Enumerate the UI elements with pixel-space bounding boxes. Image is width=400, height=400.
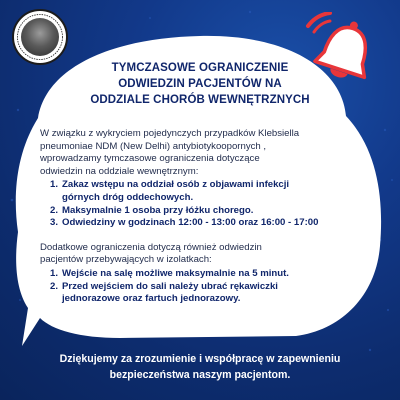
- title-line: ODWIEDZIN PACJENTÓW NA: [118, 78, 282, 90]
- list-number: 1.: [50, 179, 59, 191]
- hospital-seal-icon: [12, 9, 68, 65]
- list-item: [50, 179, 362, 204]
- extra-line: pacjentów przebywających w izolatkach:: [40, 254, 212, 266]
- page-title: [80, 60, 320, 108]
- list-text-line: Zakaz wstępu na oddział osób z objawami infekcji: [62, 179, 290, 191]
- isolation-rules-list: [50, 268, 362, 306]
- title-line: ODDZIALE CHORÓB WEWNĘTRZNYCH: [90, 94, 310, 106]
- list-number: 1.: [50, 267, 59, 279]
- intro-line: pneumoniae NDM (New Delhi) antybiotykooporny​ch ,: [40, 140, 267, 152]
- list-item: [50, 281, 362, 306]
- list-text-line: Wejście na salę możliwe maksymalnie na 5 minut.: [62, 267, 289, 279]
- list-text: [62, 179, 289, 204]
- list-text: [62, 281, 278, 306]
- title-line: TYMCZASOWE OGRANICZENIE: [111, 62, 289, 74]
- intro-line: W związku z wykryciem pojedynczych przypadków Klebsiella: [40, 128, 300, 139]
- list-item: [50, 205, 362, 218]
- visit-rules-list: [50, 179, 362, 229]
- notice-body: [40, 128, 362, 306]
- intro-line: odwiedzin na oddziale wewnętrznym:: [40, 165, 199, 177]
- list-number: 2.: [50, 204, 59, 216]
- list-text-line: Maksymalnie 1 osoba przy łóżku chorego.: [62, 204, 254, 216]
- list-text-line: Przed wejściem do sali należy ubrać rękawiczki: [62, 280, 278, 292]
- list-number: 2.: [50, 280, 59, 292]
- list-number: 3.: [50, 217, 59, 229]
- seal-ring: [14, 11, 66, 63]
- list-item: [50, 268, 362, 281]
- list-text-line: górnych dróg oddechowych.: [62, 191, 194, 203]
- list-text-line: jednorazowe oraz fartuch jednorazowy.: [62, 293, 241, 305]
- footer-line: bezpieczeństwa naszym pacjentom.: [109, 369, 291, 381]
- list-item: [50, 217, 362, 230]
- intro-line: wprowadzamy tymczasowe ograniczenia dotyczące: [40, 153, 260, 165]
- thank-you-footer: [20, 351, 380, 383]
- list-text-line: Odwiedziny w godzinach 12:00 - 13:00 oraz 16:00 - 17:00: [62, 217, 319, 229]
- footer-line: Dziękujemy za zrozumienie i współpracę w zapewnieniu: [59, 353, 341, 365]
- extra-line: Dodatkowe ograniczenia dotyczą również odwiedzin: [40, 241, 262, 253]
